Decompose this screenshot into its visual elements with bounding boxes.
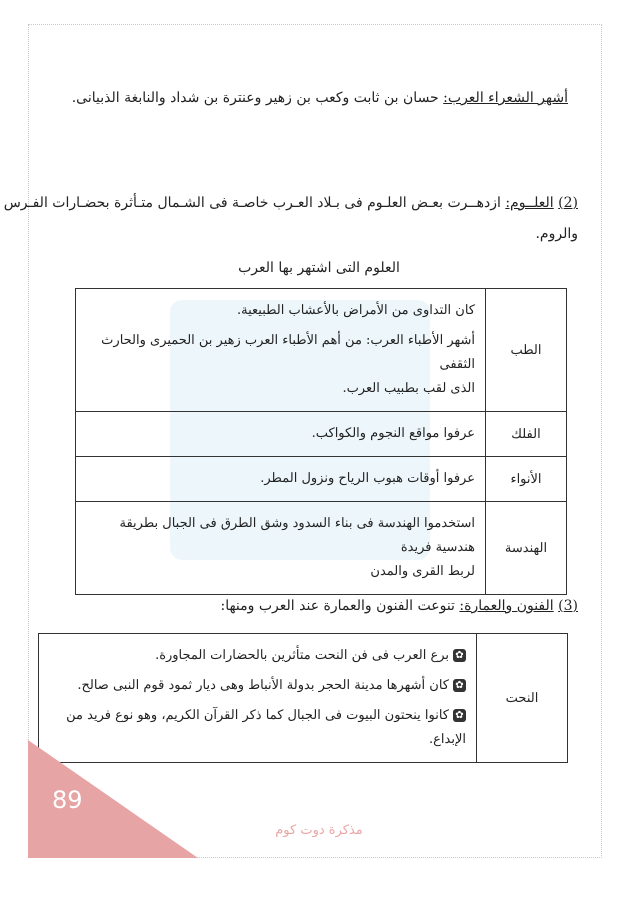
sciences-intro-line2: [535, 224, 578, 244]
sciences-number: (2): [558, 195, 578, 211]
sciences-intro-line1: [4, 193, 578, 213]
row-content: [76, 457, 486, 502]
row-text: استخدموا الهندسة فى بناء السدود وشق الطرق فى الجبال بطريقة هندسية فريدة: [119, 516, 475, 555]
arts-number: (3): [558, 598, 578, 614]
poets-line: [72, 88, 568, 108]
row-label: الطب: [486, 289, 567, 412]
row-text: عرفوا مواقع النجوم والكواكب.: [311, 426, 475, 441]
row-text: الذى لقب بطبيب العرب.: [342, 381, 475, 396]
sciences-title: العلوم التى اشتهر بها العرب: [238, 260, 400, 276]
row-text: عرفوا أوقات هبوب الرياح ونزول المطر.: [260, 471, 475, 486]
row-content: [76, 289, 486, 412]
row-label: الأنواء: [486, 457, 567, 502]
sciences-text-1: ازدهــرت بعـض العلـوم فى بـلاد العـرب خاصـة فى الشـمال متـأثرة بحضـارات الفـرس: [3, 195, 501, 211]
sciences-text-2: والروم.: [535, 226, 578, 242]
bullet-text: كانوا ينحتون البيوت فى الجبال كما ذكر القرآن الكريم، وهو نوع فريد من الإبداع.: [66, 708, 466, 747]
arts-label: الفنون والعمارة:: [459, 598, 554, 614]
list-item: [49, 644, 466, 668]
bullet-text: برع العرب فى فن النحت متأثرين بالحضارات المجاورة.: [155, 648, 449, 663]
row-label: الفلك: [486, 412, 567, 457]
page-number: 89: [52, 786, 83, 814]
table-row: [76, 412, 567, 457]
sciences-label: العلــوم:: [505, 195, 554, 211]
poets-label: أشهر الشعراء العرب:: [443, 90, 568, 106]
arts-intro-line: [220, 596, 578, 616]
flower-bullet-icon: ✿: [453, 649, 466, 662]
row-text: كان التداوى من الأمراض بالأعشاب الطبيعية.: [236, 303, 475, 318]
row-content: [76, 502, 486, 595]
poets-text: حسان بن ثابت وكعب بن زهير وعنترة بن شداد والنابغة الذبيانى.: [71, 90, 439, 106]
table-row: [76, 502, 567, 595]
flower-bullet-icon: ✿: [453, 679, 466, 692]
arts-text: تنوعت الفنون والعمارة عند العرب ومنها:: [220, 598, 455, 614]
footer-brand: مذكرة دوت كوم: [275, 823, 363, 838]
row-label: النحت: [477, 634, 568, 763]
table-row: [76, 457, 567, 502]
bullet-text: كان أشهرها مدينة الحجر بدولة الأنباط وهى ديار ثمود قوم النبى صالح.: [77, 678, 449, 693]
row-content: [76, 412, 486, 457]
row-label: الهندسة: [486, 502, 567, 595]
sciences-table: [75, 288, 567, 595]
table-row: [76, 289, 567, 412]
flower-bullet-icon: ✿: [453, 709, 466, 722]
row-text: أشهر الأطباء العرب: من أهم الأطباء العرب زهير بن الحميرى والحارث الثقفى: [101, 333, 475, 372]
list-item: [49, 674, 466, 698]
row-text: لربط القرى والمدن: [370, 564, 475, 579]
